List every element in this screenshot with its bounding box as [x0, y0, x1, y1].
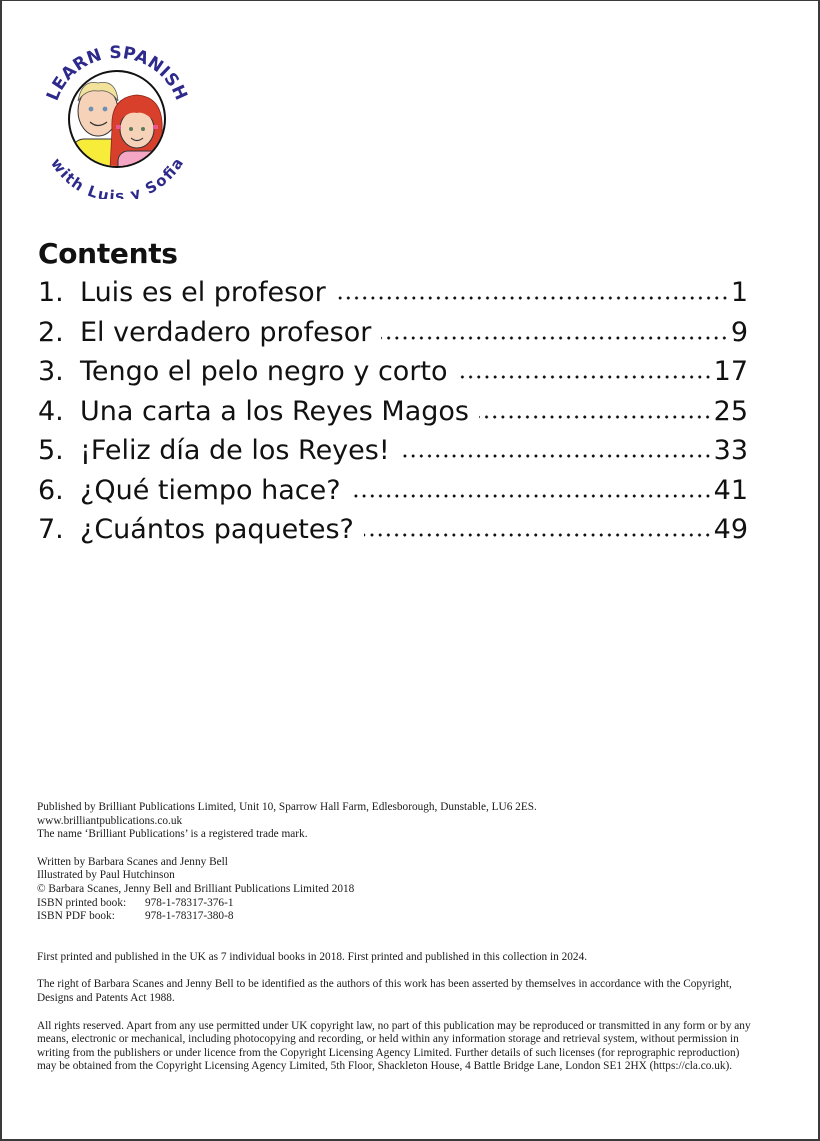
toc-number: 4.	[38, 395, 64, 427]
isbn-pdf-row	[37, 910, 757, 924]
copyright-line: © Barbara Scanes, Jenny Bell and Brilliant Publications Limited 2018	[37, 882, 355, 895]
learn-spanish-logo	[32, 29, 202, 199]
dot-leader	[400, 451, 712, 459]
svg-text:with Luis y Sofia: with Luis y Sofia	[47, 154, 187, 199]
toc-number: 2.	[38, 316, 64, 348]
toc-entry[interactable]	[38, 317, 748, 357]
toc-entry[interactable]	[38, 277, 748, 317]
dot-leader	[351, 491, 712, 499]
toc-title: ¿Qué tiempo hace?	[80, 474, 341, 506]
isbn-pdf-value: 978-1-78317-380-8	[145, 910, 234, 923]
toc-number: 7.	[38, 514, 64, 545]
toc-number: 3.	[38, 356, 64, 387]
toc-page-number: 17	[713, 356, 748, 387]
written-by: Written by Barbara Scanes and Jenny Bell	[37, 855, 228, 868]
toc-page-number: 33	[713, 435, 748, 466]
logo-icon	[32, 29, 202, 199]
toc-entry[interactable]	[38, 356, 748, 396]
dot-leader	[364, 530, 712, 538]
publisher-line: Published by Brilliant Publications Limited, Unit 10, Sparrow Hall Farm, Edlesborough, Dunstable, LU6 2ES.	[37, 801, 537, 813]
dot-leader	[336, 293, 729, 301]
toc-entry[interactable]	[38, 514, 748, 554]
toc-title: Luis es el profesor	[80, 277, 326, 308]
trademark-line: The name ‘Brilliant Publications’ is a registered trade mark.	[37, 828, 308, 841]
website-link[interactable]: www.brilliantpublications.co.uk	[37, 814, 183, 827]
toc-page-number: 25	[713, 395, 748, 427]
isbn-printed-row	[37, 897, 757, 911]
dot-leader	[381, 333, 728, 341]
toc-page-number: 41	[713, 474, 748, 506]
dot-leader	[458, 372, 712, 380]
toc-title: ¿Cuántos paquetes?	[80, 514, 354, 545]
imprint-block	[37, 801, 757, 1074]
first-printed-line: First printed and published in the UK as 7 individual books in 2018. First printed and published in this collection in 2024.	[37, 950, 588, 963]
svg-text:LEARN SPANISH: LEARN SPANISH	[42, 42, 192, 104]
moral-rights-paragraph: The right of Barbara Scanes and Jenny Bell to be identified as the authors of this work has been asserted by themselves in accordance with the Copyright, Designs and Patents Act 1988.	[37, 978, 732, 1004]
contents-heading: Contents	[38, 237, 178, 270]
toc-title: Tengo el pelo negro y corto	[80, 356, 448, 387]
toc-title: El verdadero profesor	[80, 316, 372, 348]
isbn-pdf-label: ISBN PDF book:	[37, 910, 115, 923]
toc-title: Una carta a los Reyes Magos	[80, 395, 469, 427]
isbn-printed-value: 978-1-78317-376-1	[145, 896, 234, 909]
toc-number: 5.	[38, 435, 64, 466]
toc-page-number: 49	[713, 514, 748, 545]
toc-entry[interactable]	[38, 475, 748, 515]
toc-number: 1.	[38, 277, 64, 308]
toc-page-number: 9	[730, 316, 748, 348]
dot-leader	[479, 412, 712, 420]
rights-reserved-paragraph: All rights reserved. Apart from any use permitted under UK copyright law, no part of this publication may be reproduced or transmitted in any form or by any means, electronic or mechanical, including photocopying and recording, or held within any information storage and retrieval system, without permission in writing from the publishers or under licence from the Copyright Licensing Agency Limited. Further details of such licenses (for reprographic reproduction) may be obtained from the Copyright Licensing Agency Limited, 5th Floor, Shackleton House, 4 Battle Bridge Lane, London SE1 2HX (https://cla.co.uk).	[37, 1019, 751, 1073]
toc-title: ¡Feliz día de los Reyes!	[80, 435, 390, 466]
illustrated-by: Illustrated by Paul Hutchinson	[37, 869, 175, 882]
toc-page-number: 1	[730, 277, 748, 308]
toc-number: 6.	[38, 474, 64, 506]
table-of-contents	[38, 277, 748, 554]
toc-entry[interactable]	[38, 396, 748, 436]
isbn-printed-label: ISBN printed book:	[37, 896, 127, 909]
toc-entry[interactable]	[38, 435, 748, 475]
